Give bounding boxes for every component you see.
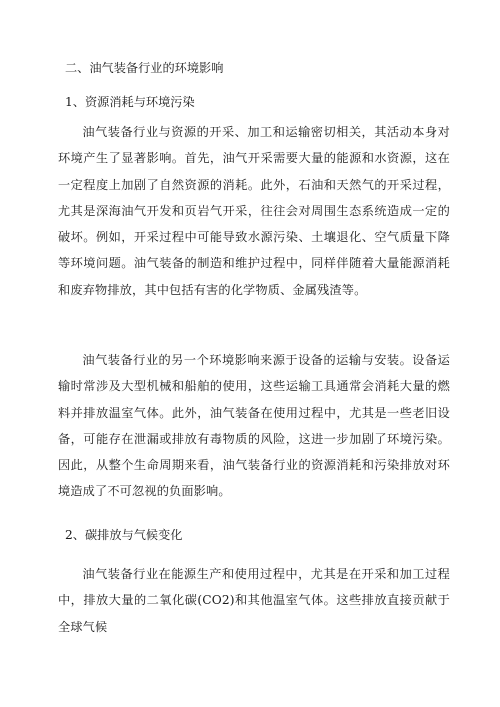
- paragraph-carbon-emissions: 油气装备行业在能源生产和使用过程中，尤其是在开采和加工过程中，排放大量的二氧化碳(CO2)和其他温室气体。这些排放直接贡献于全球气候: [58, 567, 450, 634]
- paragraph-resource-impact: 油气装备行业与资源的开采、加工和运输密切相关，其活动本身对环境产生了显著影响。首先，油气开采需要大量的能源和水资源，这在一定程度上加剧了自然资源的消耗。此外，石油和天然气的开采过程，尤其是深海油气开发和页岩气开采，往往会对周围生态系统造成一定的破坏。例如，开采过程中可能导致水源污染、土壤退化、空气质量下降等环境问题。油气装备的制造和维护过程中，同样伴随着大量能源消耗和废弃物排放，其中包括有害的化学物质、金属残渣等。: [58, 125, 450, 297]
- subheading-carbon-emissions: 2、碳排放与气候变化: [65, 528, 183, 542]
- paragraph-transport-impact: 油气装备行业的另一个环境影响来源于设备的运输与安装。设备运输时常涉及大型机械和船舶的使用，这些运输工具通常会消耗大量的燃料并排放温室气体。此外，油气装备在使用过程中，尤其是一些老旧设备，可能存在泄漏或排放有毒物质的风险，这进一步加剧了环境污染。因此，从整个生命周期来看，油气装备行业的资源消耗和污染排放对环境造成了不可忽视的负面影响。: [58, 353, 450, 499]
- subheading-resource-consumption: 1、资源消耗与环境污染: [65, 95, 195, 109]
- section-heading: 二、油气装备行业的环境影响: [65, 61, 224, 75]
